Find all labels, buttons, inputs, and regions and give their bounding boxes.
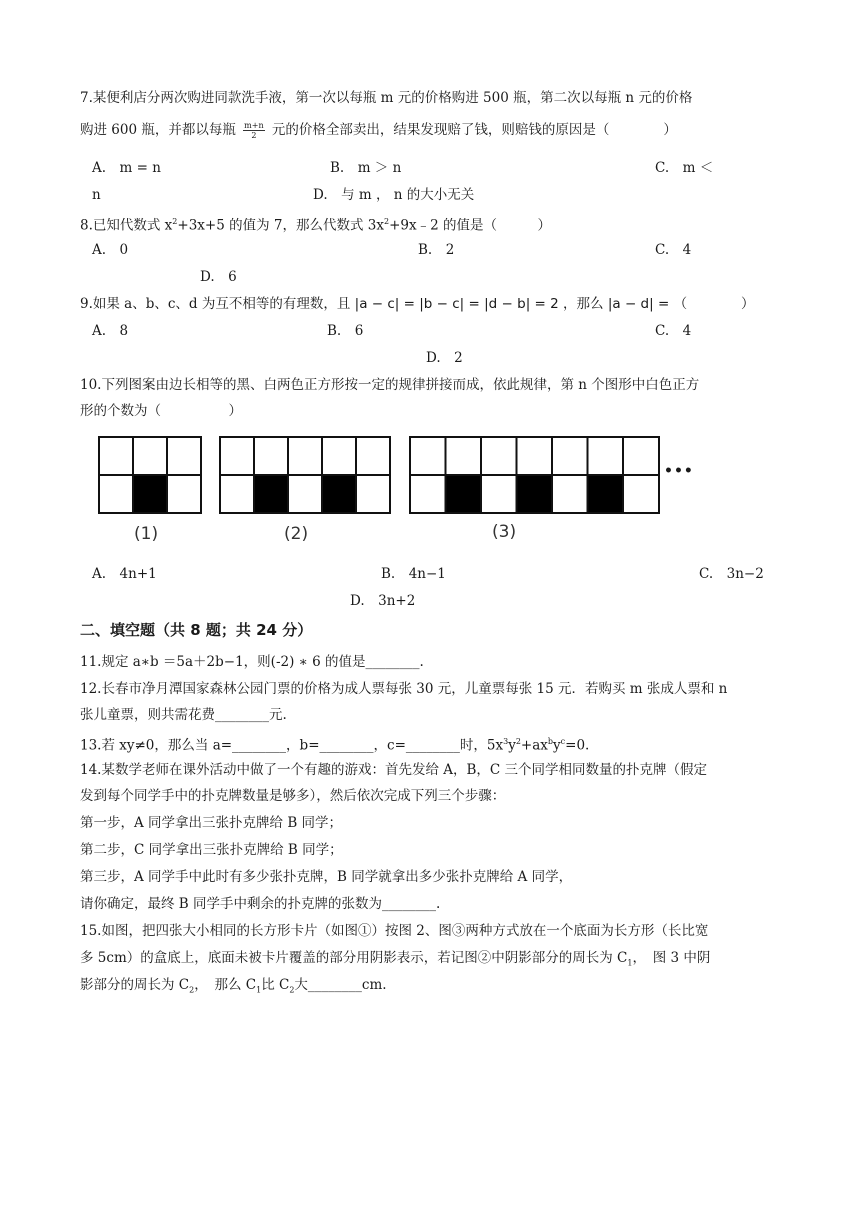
q7-option-d: D. 与 m ， n 的大小无关 (313, 187, 475, 203)
q9-stem (80, 294, 755, 314)
q7-fraction-denominator: 2 (251, 131, 257, 140)
q7-stem-line2 (80, 120, 677, 140)
q9-stem-part-c: （ ） (673, 296, 755, 312)
q9-target-math: |a − d| = (607, 296, 670, 312)
q13-stem-post: =0. (565, 737, 590, 754)
q15-sub-3: 1 (256, 985, 262, 995)
q15-line3-part-d: 大________cm. (294, 977, 387, 993)
q10-caption-2: (2) (284, 524, 309, 544)
q14-step2: 第二步，C 同学拿出三张扑克牌给 B 同学； (80, 842, 343, 858)
q13-stem-pre: 13.若 xy≠0，那么当 a=________，b=________，c=________时，5x (80, 737, 504, 754)
q8-option-b: B. 2 (418, 242, 455, 258)
q15-line2-part-a: 多 5cm）的盒底上，底面未被卡片覆盖的部分用阴影表示，若记图②中阴影部分的周长为 C (80, 950, 628, 966)
q13-mid-2: +ax (520, 737, 548, 754)
q10-option-a: A. 4n+1 (92, 566, 157, 582)
q7-stem-line2-post: 元的价格全部卖出，结果发现赔了钱，则赔钱的原因是（ ） (271, 122, 677, 138)
q15-sub-2: 2 (189, 985, 195, 995)
q15-line1: 15.如图，把四张大小相同的长方形卡片（如图①）按图 2、图③两种方式放在一个底面为长方形（长比宽 (80, 923, 709, 939)
q9-option-d: D. 2 (426, 350, 463, 366)
q7-fraction-numerator: m+n (244, 121, 264, 130)
q13-stem (80, 732, 589, 756)
q13-sup-4: c (560, 737, 566, 746)
q11-stem: 11.规定 a∗b ＝5a＋2b−1，则(-2) ∗ 6 的值是________. (80, 654, 424, 670)
q10-option-c: C. 3n−2 (699, 566, 764, 582)
q13-sup-3: b (547, 737, 554, 746)
q14-question: 请你确定，最终 B 同学手中剩余的扑克牌的张数为________. (80, 896, 441, 912)
q15-line3-part-c: 比 C (261, 977, 290, 993)
q8-stem (80, 212, 551, 236)
q15-line2-part-b: ， 图 3 中阴 (632, 950, 711, 966)
q9-condition-math: |a − c| = |b − c| = |d − b| = 2 (354, 296, 559, 312)
q15-line3 (80, 975, 387, 1001)
q10-option-b: B. 4n−1 (381, 566, 446, 582)
q10-stem-line2: 形的个数为（ ） (80, 403, 242, 419)
section-2-heading: 二、填空题（共 8 题；共 24 分） (80, 621, 313, 639)
q14-line2: 发到每个同学手中的扑克牌数量是够多），然后依次完成下列三个步骤： (80, 788, 506, 804)
q8-sup2: 2 (383, 217, 390, 226)
q7-stem-line2-pre: 购进 600 瓶，并都以每瓶 (80, 122, 236, 138)
q10-pattern-3 (409, 436, 661, 514)
q9-stem-part-a: 9.如果 a、b、c、d 为互不相等的有理数，且 (80, 296, 351, 312)
q14-line1: 14.某数学老师在课外活动中做了一个有趣的游戏：首先发给 A，B，C 三个同学相同数量的扑克牌（假定 (80, 762, 708, 778)
q7-stem-line1: 7.某便利店分两次购进同款洗手液，第一次以每瓶 m 元的价格购进 500 瓶，第二次以每瓶 n 元的价格 (80, 90, 693, 106)
q10-option-d: D. 3n+2 (350, 593, 416, 609)
q7-fraction (243, 121, 264, 140)
q8-stem-part-a: 8.已知代数式 x (80, 217, 173, 234)
q10-caption-3: (3) (492, 522, 517, 542)
q8-option-c: C. 4 (655, 242, 692, 258)
q10-pattern-2 (219, 436, 391, 514)
q7-option-c: C. m ＜ (655, 160, 714, 176)
q8-option-d: D. 6 (200, 269, 237, 285)
q10-pattern-1 (98, 436, 204, 514)
q8-stem-part-c: +9x﹣2 的值是（ ） (389, 217, 551, 234)
q15-sub-4: 2 (289, 985, 295, 995)
q8-sup1: 2 (172, 217, 178, 226)
q7-option-a: A. m = n (92, 160, 161, 176)
q10-continuation-dots: ••• (664, 463, 694, 479)
q9-option-b: B. 6 (327, 323, 364, 339)
q8-stem-part-b: +3x+5 的值为 7，那么代数式 3x (177, 217, 384, 234)
q9-option-c: C. 4 (655, 323, 692, 339)
q9-option-a: A. 8 (92, 323, 129, 339)
q15-line3-part-b: ， 那么 C (194, 977, 257, 993)
q10-caption-1: (1) (134, 524, 159, 544)
q15-line2 (80, 948, 710, 974)
q7-option-c-continued: n (92, 187, 101, 203)
q12-stem-line2: 张儿童票，则共需花费________元. (80, 707, 287, 723)
q13-mid-1: y (508, 737, 516, 754)
q13-sup-1: 3 (503, 737, 509, 746)
q14-step1: 第一步，A 同学拿出三张扑克牌给 B 同学； (80, 815, 343, 831)
q15-line3-part-a: 影部分的周长为 C (80, 977, 190, 993)
q15-sub-1: 1 (627, 958, 633, 968)
q7-option-b: B. m ＞ n (330, 160, 402, 176)
q13-mid-3: y (553, 737, 561, 754)
q14-step3: 第三步，A 同学手中此时有多少张扑克牌，B 同学就拿出多少张扑克牌给 A 同学， (80, 869, 573, 885)
q8-option-a: A. 0 (92, 242, 129, 258)
q9-stem-part-b: ，那么 (563, 296, 604, 312)
q12-stem-line1: 12.长春市净月潭国家森林公园门票的价格为成人票每张 30 元，儿童票每张 15 元．若购买 m 张成人票和 n (80, 681, 728, 697)
q13-sup-2: 2 (515, 737, 521, 746)
q10-stem-line1: 10.下列图案由边长相等的黑、白两色正方形按一定的规律拼接而成，依此规律，第 n 个图形中白色正方 (80, 377, 700, 393)
